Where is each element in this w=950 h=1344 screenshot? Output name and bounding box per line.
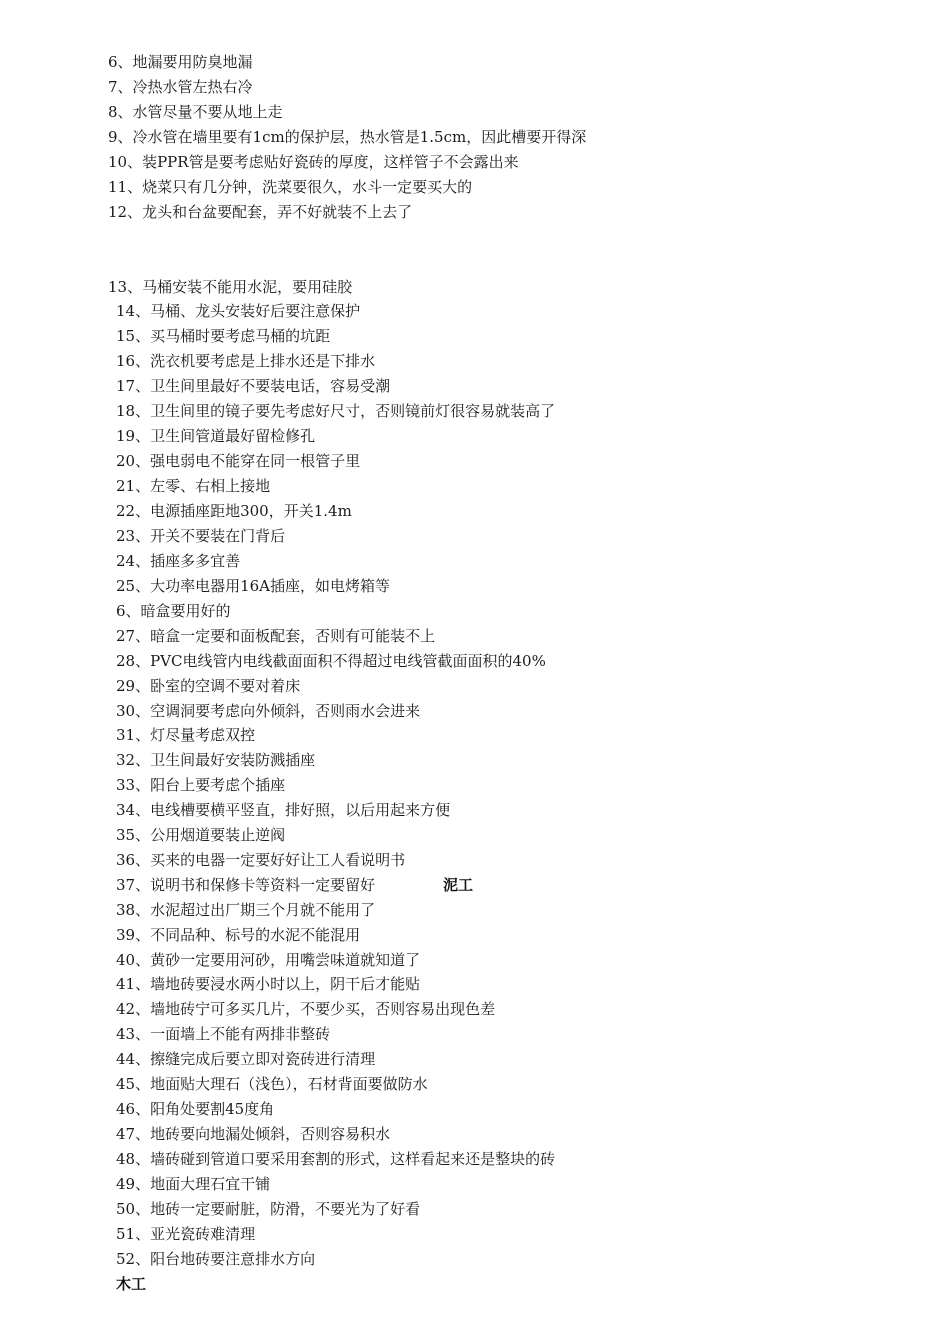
- list-item: 24、插座多多宜善: [116, 552, 241, 570]
- list-item: 7、冷热水管左热右冷: [108, 78, 253, 96]
- list-item: 49、地面大理石宜干铺: [116, 1175, 271, 1193]
- list-item: 10、装PPR管是要考虑贴好瓷砖的厚度，这样管子不会露出来: [108, 153, 519, 171]
- list-item: 11、烧菜只有几分钟，洗菜要很久，水斗一定要买大的: [108, 178, 473, 196]
- list-item: 6、暗盒要用好的: [116, 602, 231, 620]
- list-item: 13、马桶安装不能用水泥，要用硅胶: [108, 278, 353, 296]
- list-item: 25、大功率电器用16A插座，如电烤箱等: [116, 577, 391, 595]
- list-item: 36、买来的电器一定要好好让工人看说明书: [116, 851, 406, 869]
- list-item: 52、阳台地砖要注意排水方向: [116, 1250, 316, 1268]
- list-item: 12、龙头和台盆要配套，弄不好就装不上去了: [108, 203, 413, 221]
- list-item: 34、电线槽要横平竖直，排好照，以后用起来方便: [116, 801, 451, 819]
- list-item: 17、卫生间里最好不要装电话，容易受潮: [116, 377, 391, 395]
- list-item: 20、强电弱电不能穿在同一根管子里: [116, 452, 361, 470]
- list-item: 9、冷水管在墙里要有1cm的保护层，热水管是1.5cm，因此槽要开得深: [108, 128, 587, 146]
- list-item: 42、墙地砖宁可多买几片，不要少买，否则容易出现色差: [116, 1000, 496, 1018]
- list-item: 39、不同品种、标号的水泥不能混用: [116, 926, 361, 944]
- list-item: 15、买马桶时要考虑马桶的坑距: [116, 327, 331, 345]
- list-item: 44、擦缝完成后要立即对瓷砖进行清理: [116, 1050, 376, 1068]
- list-item: 32、卫生间最好安装防溅插座: [116, 751, 316, 769]
- list-item: 45、地面贴大理石（浅色），石材背面要做防水: [116, 1075, 428, 1093]
- list-item: 48、墙砖碰到管道口要采用套割的形式，这样看起来还是整块的砖: [116, 1150, 556, 1168]
- list-item: 18、卫生间里的镜子要先考虑好尺寸，否则镜前灯很容易就装高了: [116, 402, 556, 420]
- list-item: 19、卫生间管道最好留检修孔: [116, 427, 316, 445]
- list-item: 31、灯尽量考虑双控: [116, 726, 256, 744]
- list-item: 41、墙地砖要浸水两小时以上，阴干后才能贴: [116, 975, 421, 993]
- list-item: 8、水管尽量不要从地上走: [108, 103, 283, 121]
- list-item: 29、卧室的空调不要对着床: [116, 677, 301, 695]
- list-item: 35、公用烟道要装止逆阀: [116, 826, 286, 844]
- list-item: 28、PVC电线管内电线截面面积不得超过电线管截面面积的40%: [116, 652, 546, 670]
- list-item: 14、马桶、龙头安装好后要注意保护: [116, 302, 361, 320]
- section-heading-masonry: 泥工: [443, 876, 474, 894]
- section-heading-carpentry: 木工: [116, 1275, 147, 1293]
- list-item: 46、阳角处要割45度角: [116, 1100, 275, 1118]
- list-item: 38、水泥超过出厂期三个月就不能用了: [116, 901, 376, 919]
- list-item: 30、空调洞要考虑向外倾斜，否则雨水会进来: [116, 702, 421, 720]
- list-item: 33、阳台上要考虑个插座: [116, 776, 286, 794]
- list-item: 50、地砖一定要耐脏，防滑，不要光为了好看: [116, 1200, 421, 1218]
- list-item: 37、说明书和保修卡等资料一定要留好: [116, 876, 376, 894]
- list-item: 40、黄砂一定要用河砂，用嘴尝味道就知道了: [116, 951, 421, 969]
- list-item: 43、一面墙上不能有两排非整砖: [116, 1025, 331, 1043]
- list-item: 21、左零、右相上接地: [116, 477, 271, 495]
- list-item: 51、亚光瓷砖难清理: [116, 1225, 256, 1243]
- list-item: 47、地砖要向地漏处倾斜，否则容易积水: [116, 1125, 391, 1143]
- list-item: 16、洗衣机要考虑是上排水还是下排水: [116, 352, 376, 370]
- list-item: 22、电源插座距地300，开关1.4m: [116, 502, 352, 520]
- list-item: 27、暗盒一定要和面板配套，否则有可能装不上: [116, 627, 436, 645]
- list-item: 23、开关不要装在门背后: [116, 527, 286, 545]
- list-item: 6、地漏要用防臭地漏: [108, 53, 253, 71]
